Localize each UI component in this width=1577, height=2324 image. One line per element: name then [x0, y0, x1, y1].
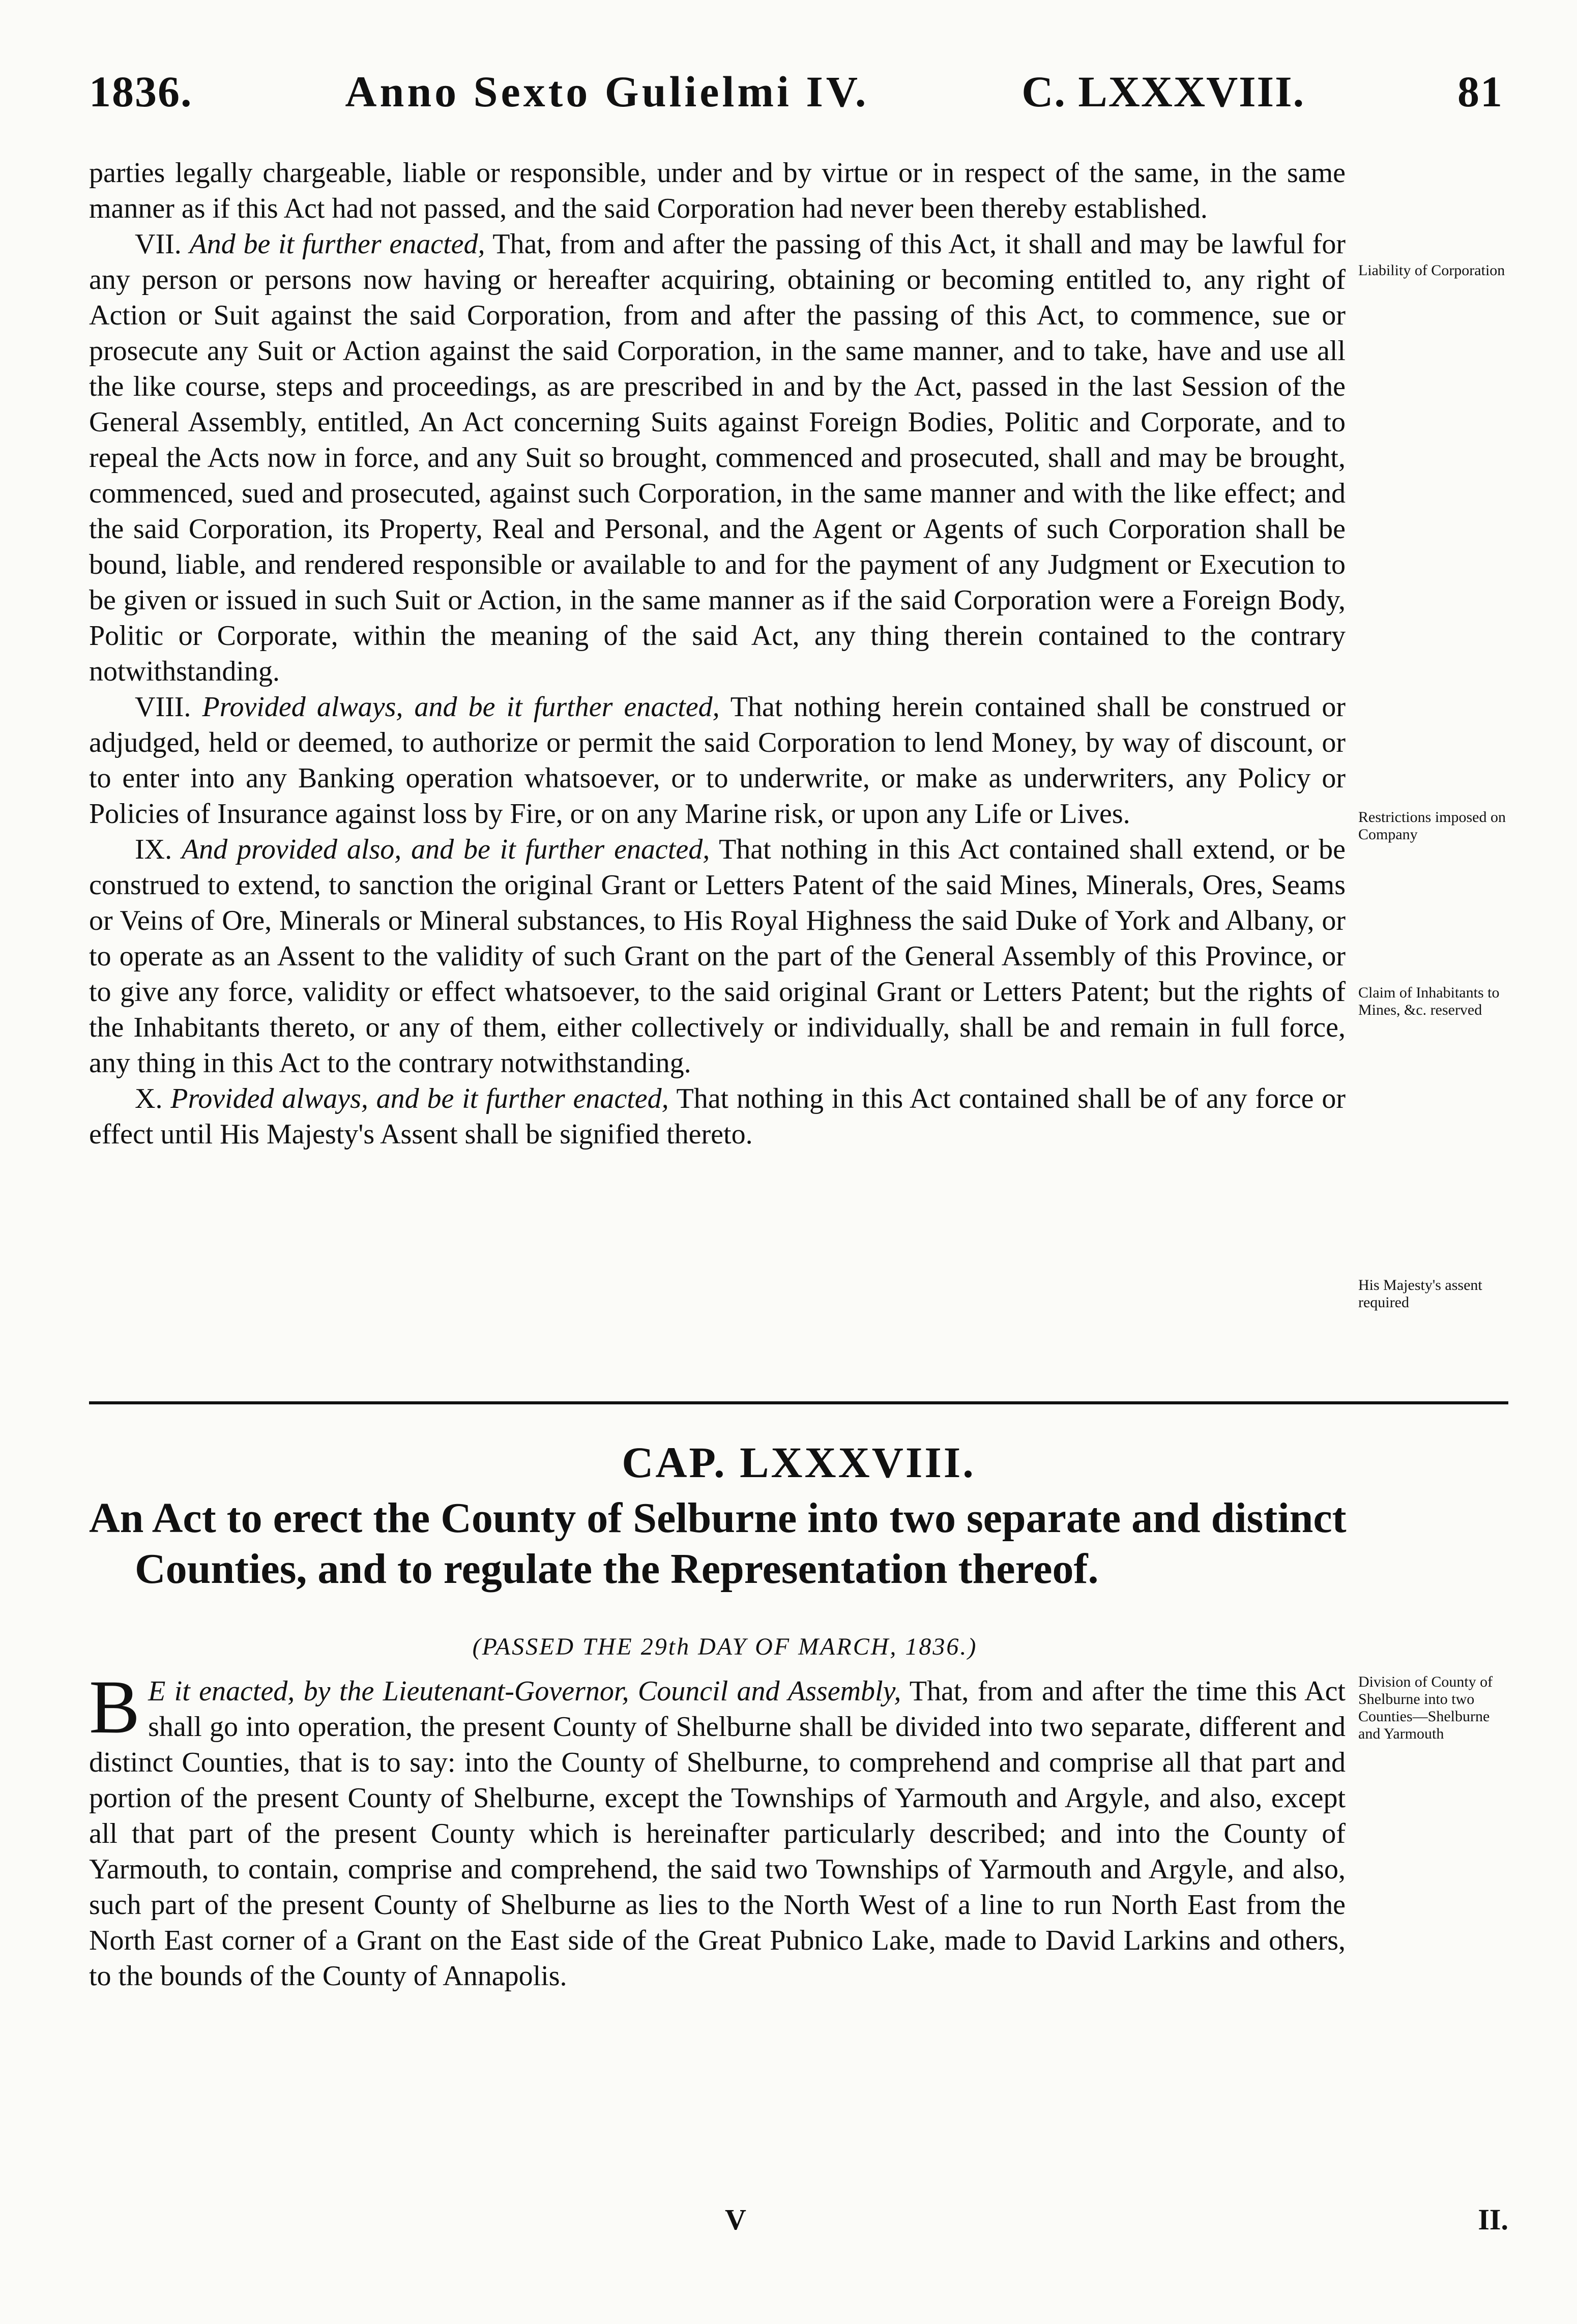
margin-note-restrictions: Restrictions imposed on Company: [1358, 809, 1506, 843]
act-title: An Act to erect the County of Selburne into two separate and distinct Counties, and to regulate the Representation thereof.: [89, 1494, 1347, 1593]
header-year: 1836.: [89, 67, 193, 116]
page-header: [89, 66, 1503, 127]
section-text: That, from and after the passing of this Act, it shall and may be lawful for any person or persons now having or hereafter acquiring, obtaining or becoming entitled to, any right of Action or Suit against the said Corporation, from and after the passing of this Act, to commence, sue or prosecute any Suit or Action against the said Corporation, in the same manner, and to take, have and use all the like course, steps and proceedings, as are prescribed in and by the Act, passed in the last Session of the General Assembly, entitled, An Act concerning Suits against Foreign Bodies, Politic and Corporate, and to repeal the Acts now in force, and any Suit so brought, commenced and prosecuted, shall and may be brought, commenced, sued and prosecuted, against such Corporation, in the same manner and with the like effect; and the said Corporation, its Property, Real and Personal, and the Agent or Agents of such Corporation shall be bound, liable, and rendered responsible or available to and for the payment of any Judgment or Execution to be given or issued in such Suit or Action, in the same manner as if the said Corporation were a Foreign Body, Politic or Corporate, within the meaning of the said Act, any thing therein contained to the contrary notwithstanding.: [89, 228, 1346, 687]
statute-body: [89, 155, 1346, 1152]
section-lead: And be it further enacted,: [189, 228, 485, 260]
margin-note-assent: His Majesty's assent required: [1358, 1277, 1482, 1311]
passed-date: (PASSED THE 29th DAY OF MARCH, 1836.): [472, 1633, 978, 1660]
section-lead: Provided always, and be it further enacted,: [202, 691, 720, 723]
enact-text: That, from and after the time this Act shall go into operation, the present County of Shelburne shall be divided into two separate, different and distinct Counties, that is to say: into the County of Shelburne, to comprehend and comprise all that part and portion of the present County of Shelburne, except the Townships of Yarmouth and Argyle, and also, except all that part of the present County which is hereinafter particularly described; and into the County of Yarmouth, to contain, comprise and comprehend, the said two Townships of Yarmouth and Argyle, and also, such part of the present County of Shelburne as lies to the North West of a line to run North East from the North East corner of a Grant on the East side of the Great Pubnico Lake, made to David Larkins and others, to the bounds of the County of Annapolis.: [89, 1675, 1346, 1992]
page-footer: [89, 2202, 1508, 2243]
section-number: X.: [135, 1083, 163, 1114]
section-text: That nothing herein contained shall be construed or adjudged, held or deemed, to authorize or permit the said Corporation to lend Money, by way of discount, or to enter into any Banking operation whatsoever, or to underwrite, or make as underwriters, any Policy or Policies of Insurance against loss by Fire, or on any Marine risk, or upon any Life or Lives.: [89, 691, 1346, 830]
section-number: VIII.: [135, 691, 191, 723]
drop-cap: B: [89, 1665, 140, 1749]
cap-number: CAP. LXXXVIII.: [622, 1438, 976, 1487]
section-text: That nothing in this Act contained shall be of any force or effect until His Majesty's Assent shall be signified thereto.: [89, 1083, 1346, 1150]
section-divider: [89, 1401, 1508, 1404]
header-chapter: C. LXXXVIII.: [1021, 67, 1305, 116]
margin-note-division: Division of County of Shelburne into two Counties—Shelburne and Yarmouth: [1358, 1673, 1493, 1742]
header-running-title: Anno Sexto Gulielmi IV.: [345, 67, 869, 116]
continuation-paragraph: parties legally chargeable, liable or responsible, under and by virtue or in respect of the same, in the same manner as if this Act had not passed, and the said Corporation had never been thereby established.: [89, 157, 1346, 224]
section-8: [89, 689, 1346, 832]
section-10: [89, 1081, 1346, 1152]
header-page-number: 81: [1457, 67, 1503, 116]
section-lead: And provided also, and be it further enacted,: [181, 834, 710, 865]
margin-note-claim: Claim of Inhabitants to Mines, &c. reserved: [1358, 984, 1500, 1018]
enacting-clause: [89, 1665, 1346, 1994]
section-number: VII.: [135, 228, 182, 260]
catchword: II.: [1478, 2203, 1508, 2236]
enact-lead: E it enacted, by the Lieutenant-Governor, Council and Assembly,: [148, 1675, 901, 1707]
signature-mark: V: [725, 2203, 746, 2236]
section-9: [89, 832, 1346, 1081]
section-7: [89, 226, 1346, 689]
margin-note-liability: Liability of Corporation: [1358, 262, 1505, 279]
section-number: IX.: [135, 834, 172, 865]
section-lead: Provided always, and be it further enacted,: [170, 1083, 669, 1114]
section-text: That nothing in this Act contained shall extend, or be construed to extend, to sanction the original Grant or Letters Patent of the said Mines, Minerals, Ores, Seams or Veins of Ore, Minerals or Mineral substances, to His Royal Highness the said Duke of York and Albany, or to operate as an Assent to the validity of such Grant on the part of the General Assembly of this Province, or to give any force, validity or effect whatsoever, to the said original Grant or Letters Patent; but the rights of the Inhabitants thereto, or any of them, either collectively or individually, shall be and remain in full force, any thing in this Act to the contrary notwithstanding.: [89, 834, 1346, 1079]
